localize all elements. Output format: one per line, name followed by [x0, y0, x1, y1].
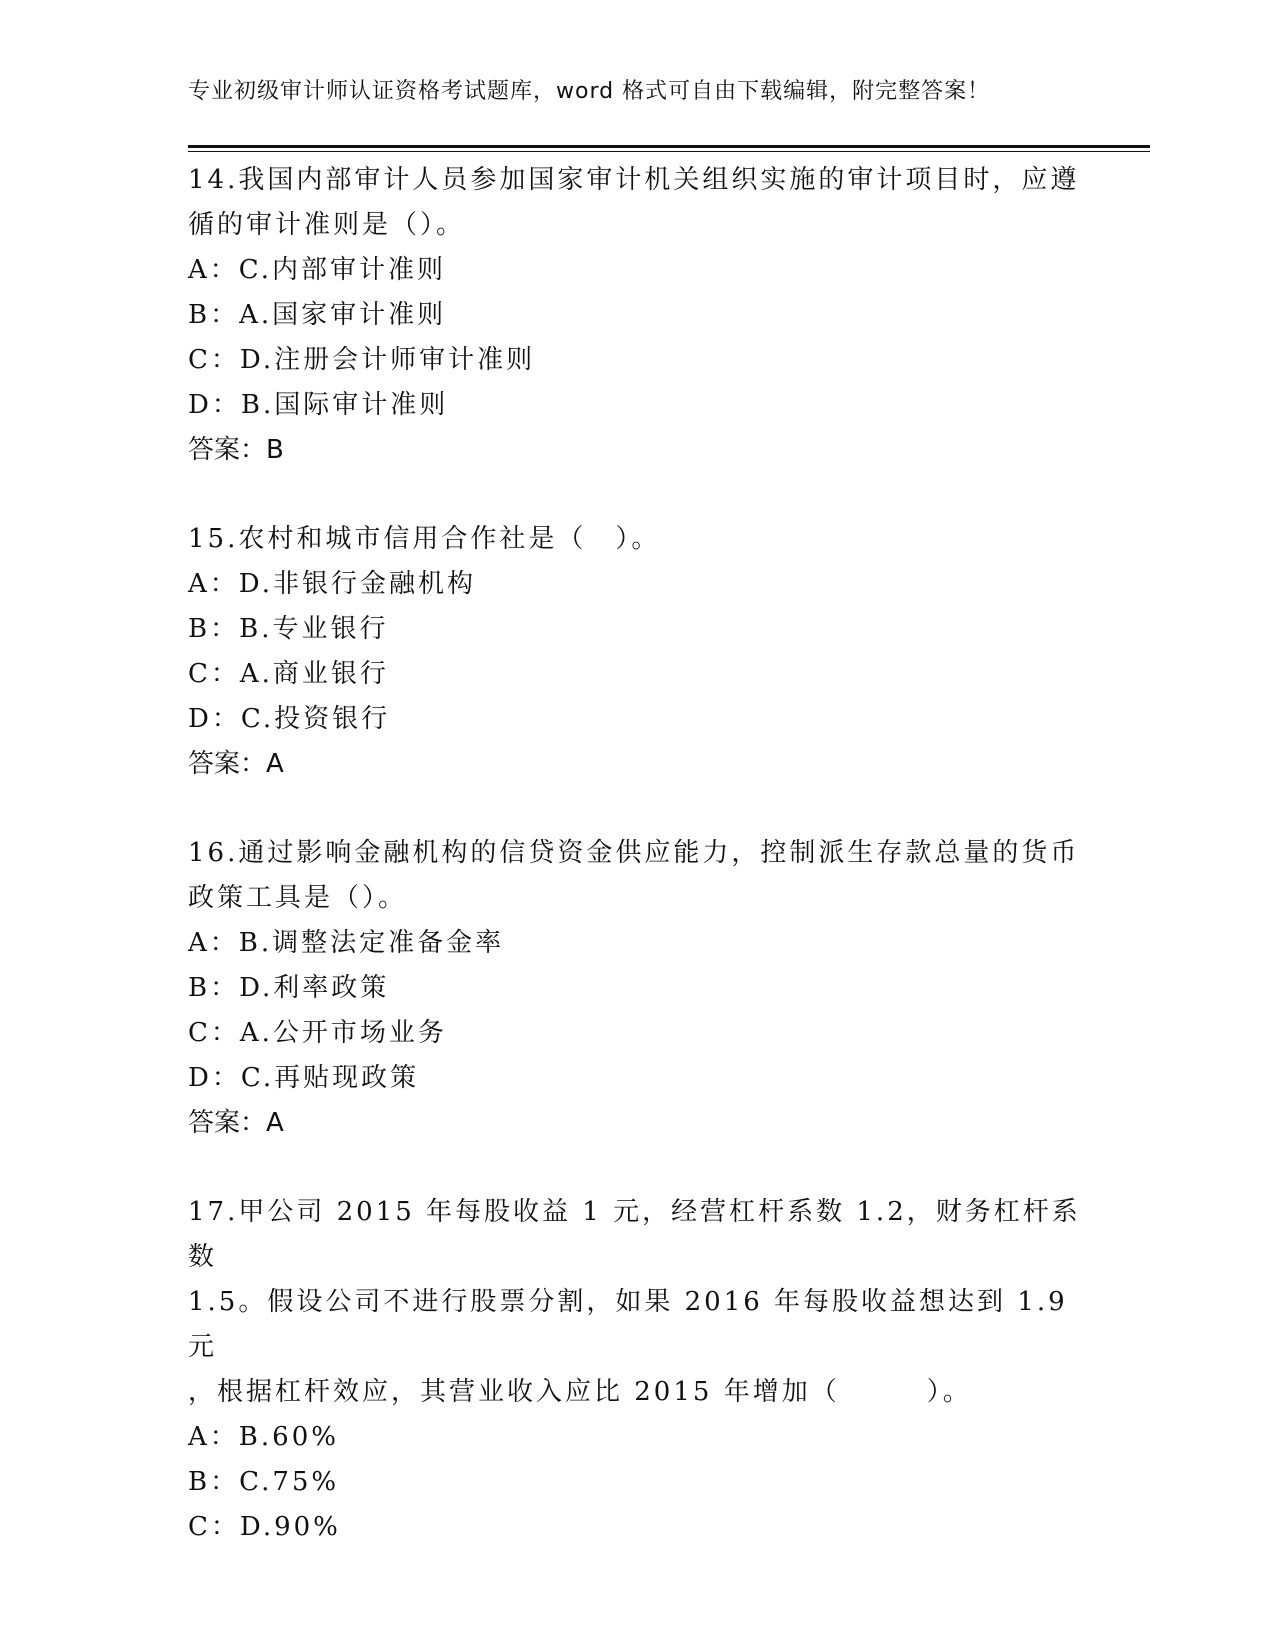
option-c: C：A.商业银行	[188, 659, 389, 689]
question-stem: 政策工具是（）。	[188, 883, 408, 913]
question-stem: 14.我国内部审计人员参加国家审计机关组织实施的审计项目时，应遵	[188, 165, 1080, 195]
option-c: C：D.90%	[188, 1512, 341, 1542]
option-c: C：D.注册会计师审计准则	[188, 345, 536, 375]
question-stem: 15.农村和城市信用合作社是（ ）。	[188, 524, 661, 554]
question-stem: ，根据杠杆效应，其营业收入应比 2015 年增加（ ）。	[188, 1377, 972, 1407]
question-16	[188, 831, 1088, 1146]
question-14	[188, 158, 1088, 473]
option-b: B：A.国家审计准则	[188, 300, 447, 330]
option-a: A：B.调整法定准备金率	[188, 928, 505, 958]
header-divider-thin	[188, 151, 1150, 152]
page-header: 专业初级审计师认证资格考试题库，word 格式可自由下载编辑，附完整答案！	[188, 79, 991, 104]
question-stem: 17.甲公司 2015 年每股收益 1 元，经营杠杆系数 1.2，财务杠杆系数	[188, 1197, 1081, 1272]
option-b: B：C.75%	[188, 1467, 340, 1497]
option-b: B：D.利率政策	[188, 973, 390, 1003]
answer-line: 答案：A	[188, 749, 284, 779]
answer-line: 答案：A	[188, 1108, 284, 1138]
option-a: A：D.非银行金融机构	[188, 569, 476, 599]
header-divider-thick	[188, 145, 1150, 148]
option-d: D：C.投资银行	[188, 704, 391, 734]
answer-line: 答案：B	[188, 435, 284, 465]
option-a: A：C.内部审计准则	[188, 255, 447, 285]
question-stem: 16.通过影响金融机构的信贷资金供应能力，控制派生存款总量的货币	[188, 838, 1080, 868]
question-stem: 1.5。假设公司不进行股票分割，如果 2016 年每股收益想达到 1.9 元	[188, 1287, 1068, 1362]
question-17	[188, 1190, 1088, 1550]
option-b: B：B.专业银行	[188, 614, 389, 644]
question-15	[188, 517, 1088, 787]
option-d: D：B.国际审计准则	[188, 390, 449, 420]
option-a: A：B.60%	[188, 1422, 339, 1452]
option-c: C：A.公开市场业务	[188, 1018, 447, 1048]
question-stem: 循的审计准则是（）。	[188, 210, 466, 240]
question-list	[188, 158, 1088, 1594]
option-d: D：C.再贴现政策	[188, 1063, 420, 1093]
